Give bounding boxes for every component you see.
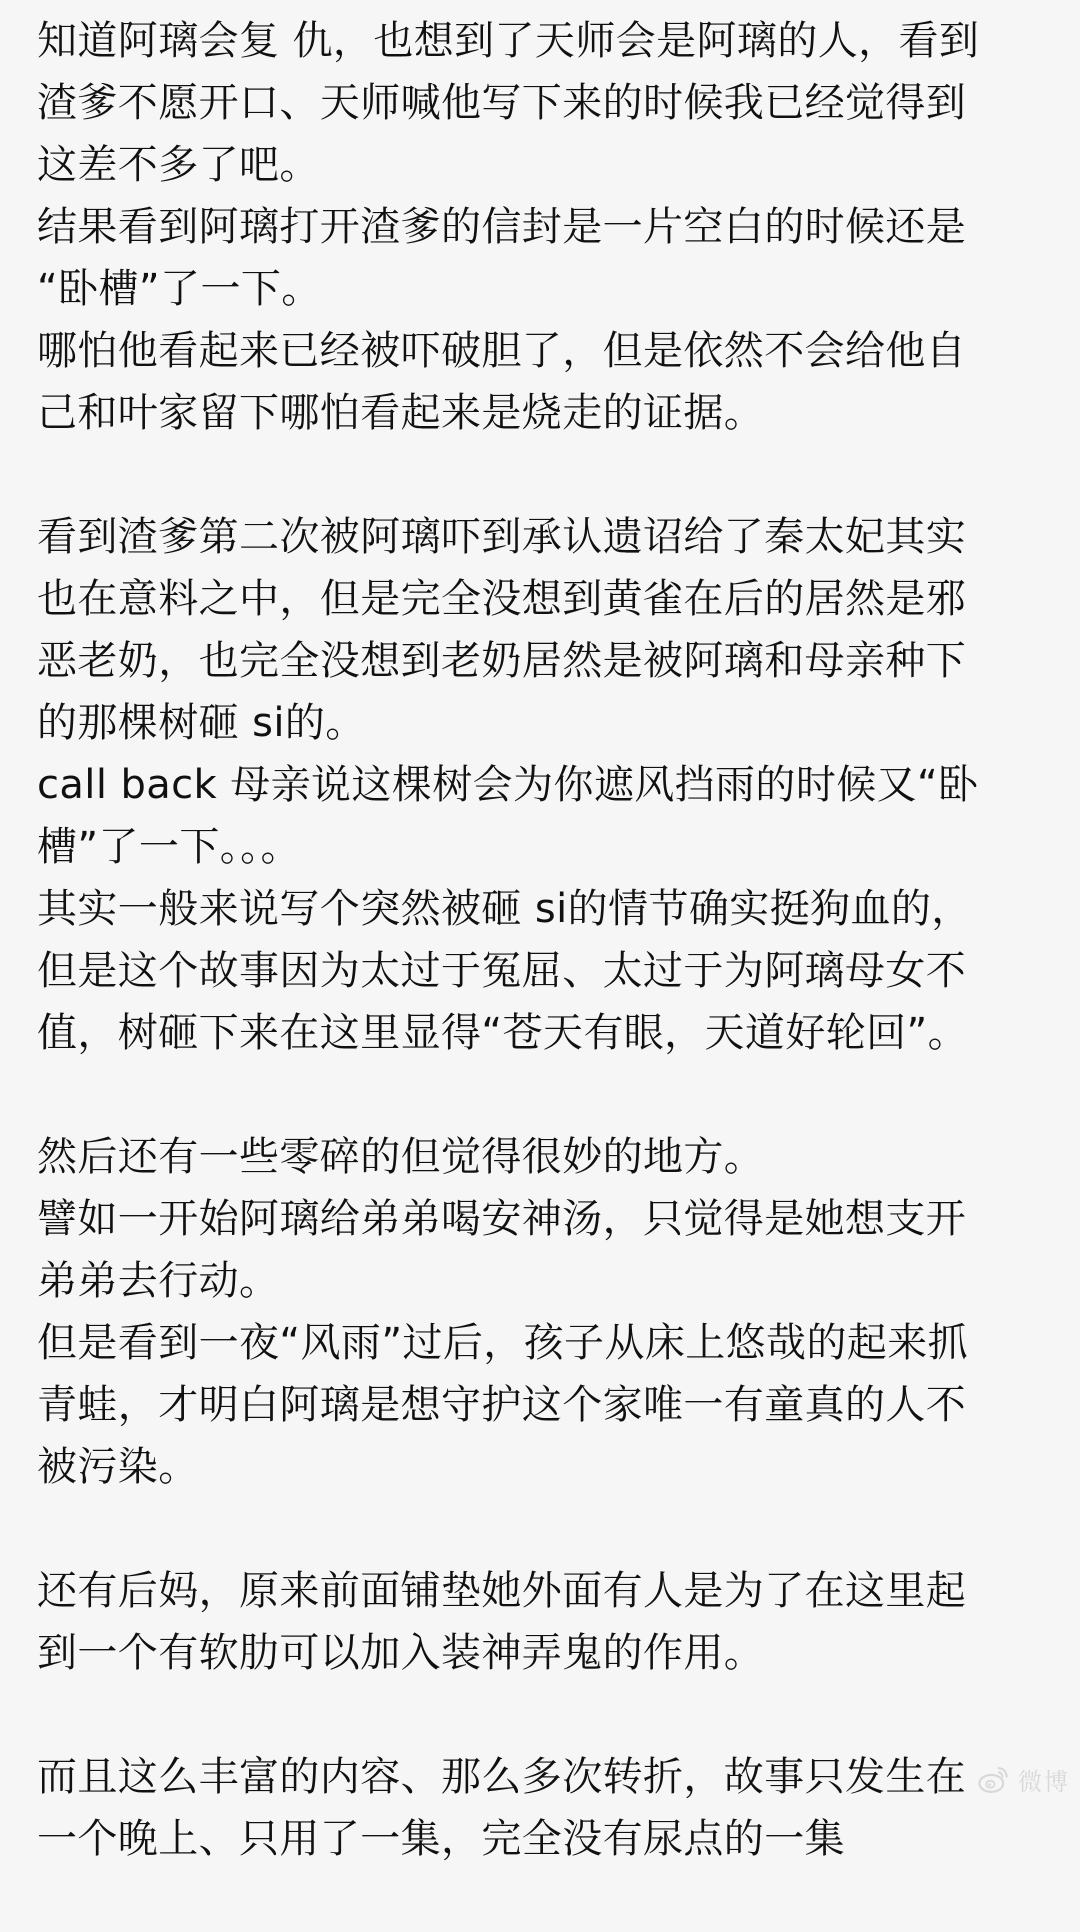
text-line: 己和叶家留下哪怕看起来是烧走的证据。: [37, 390, 765, 436]
post-text: [37, 10, 1057, 1932]
text-line: 也在意料之中，但是完全没想到黄雀在后的居然是邪: [37, 576, 967, 622]
paragraph: [37, 506, 1057, 1064]
text-line: 渣爹不愿开口、天师喊他写下来的时候我已经觉得到: [37, 80, 967, 126]
text-line: 哪怕他看起来已经被吓破胆了，但是依然不会给他自: [37, 328, 967, 374]
watermark-text: 微博: [1018, 1768, 1070, 1796]
text-line: 其实一般来说写个突然被砸 si的情节确实挺狗血的，: [37, 886, 972, 932]
text-line: 看到渣爹第二次被阿璃吓到承认遗诏给了秦太妃其实: [37, 514, 967, 560]
weibo-logo-icon: [976, 1763, 1010, 1797]
paragraph: [37, 1746, 1057, 1870]
weibo-watermark: [976, 1762, 1070, 1797]
text-line: 但是看到一夜“风雨”过后，孩子从床上悠哉的起来抓: [37, 1320, 969, 1366]
text-line: 的那棵树砸 si的。: [37, 700, 366, 746]
paragraph: [37, 1560, 1057, 1684]
text-line: 被污染。: [37, 1444, 199, 1490]
text-line: 还有后妈，原来前面铺垫她外面有人是为了在这里起: [37, 1568, 967, 1614]
text-line: 槽”了一下。。。: [37, 824, 301, 870]
paragraph: [37, 1126, 1057, 1498]
text-line: 弟弟去行动。: [37, 1258, 280, 1304]
text-line: 然后还有一些零碎的但觉得很妙的地方。: [37, 1134, 765, 1180]
text-line: “卧槽”了一下。: [37, 266, 322, 312]
text-line: 譬如一开始阿璃给弟弟喝安神汤，只觉得是她想支开: [37, 1196, 967, 1242]
text-line: 青蛙，才明白阿璃是想守护这个家唯一有童真的人不: [37, 1382, 967, 1428]
text-line: 这差不多了吧。: [37, 142, 320, 188]
paragraph: [37, 10, 1057, 444]
text-line: 知道阿璃会复 仇，也想到了天师会是阿璃的人，看到: [37, 18, 980, 64]
text-line: call back 母亲说这棵树会为你遮风挡雨的时候又“卧: [37, 762, 979, 808]
text-line: 一个晚上、只用了一集，完全没有尿点的一集: [37, 1816, 845, 1862]
text-line: 到一个有软肋可以加入装神弄鬼的作用。: [37, 1630, 765, 1676]
text-line: 结果看到阿璃打开渣爹的信封是一片空白的时候还是: [37, 204, 967, 250]
text-line: 恶老奶，也完全没想到老奶居然是被阿璃和母亲种下: [37, 638, 967, 684]
text-line: 而且这么丰富的内容、那么多次转折，故事只发生在: [37, 1754, 967, 1800]
text-line: 但是这个故事因为太过于冤屈、太过于为阿璃母女不: [37, 948, 967, 994]
text-line: 值，树砸下来在这里显得“苍天有眼，天道好轮回”。: [37, 1010, 969, 1056]
